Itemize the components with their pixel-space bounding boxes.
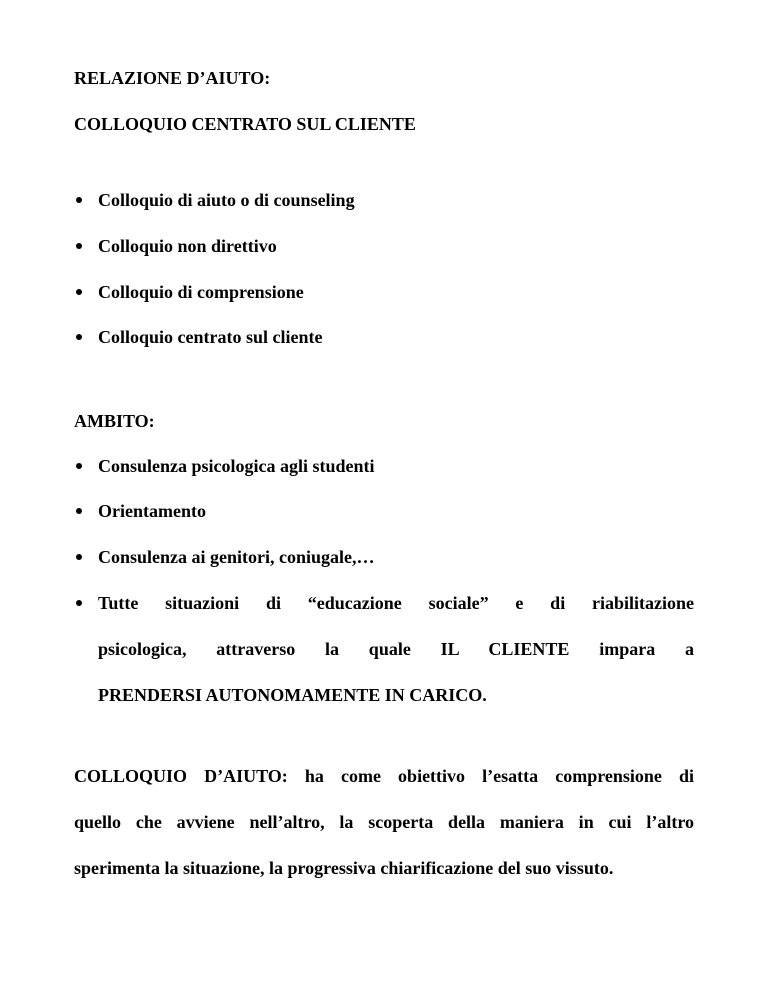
bullet-icon	[76, 508, 82, 514]
list-item-text: Colloquio di comprensione	[98, 282, 304, 302]
list-item-text: Orientamento	[98, 501, 206, 521]
list-item-text: Consulenza psicologica agli studenti	[98, 456, 375, 476]
ambito-last-item-line-2: psicologica, attraverso la quale IL CLIENTE impara a	[98, 639, 694, 659]
bullet-icon	[76, 554, 82, 560]
bullet-icon	[76, 197, 82, 203]
ambito-last-item-line-1: Tutte situazioni di “educazione sociale” e di riabilitazione	[98, 593, 694, 613]
list-item	[74, 546, 375, 592]
definition-line-1: COLLOQUIO D’AIUTO: ha come obiettivo l’esatta comprensione di	[74, 766, 694, 786]
bullet-icon	[76, 334, 82, 340]
list-item-text: Colloquio non direttivo	[98, 236, 277, 256]
list-item-text: Colloquio di aiuto o di counseling	[98, 190, 355, 210]
definition-line-2: quello che avviene nell’altro, la scoperta della maniera in cui l’altro	[74, 812, 694, 832]
list-item	[74, 326, 355, 348]
title-line-1: RELAZIONE D’AIUTO:	[74, 68, 271, 88]
list-item-text: Consulenza ai genitori, coniugale,…	[98, 547, 375, 567]
ambito-heading: AMBITO:	[74, 411, 155, 431]
list-item	[74, 235, 355, 281]
list-item-text: Colloquio centrato sul cliente	[98, 327, 323, 347]
list-item	[74, 455, 375, 500]
bullet-icon	[76, 600, 82, 606]
ambito-list	[74, 455, 375, 614]
list-item	[74, 281, 355, 326]
list-item	[74, 500, 375, 546]
title-line-2: COLLOQUIO CENTRATO SUL CLIENTE	[74, 114, 416, 134]
bullet-icon	[76, 463, 82, 469]
list-item	[74, 189, 355, 235]
colloquio-types-list	[74, 189, 355, 348]
definition-line-3: sperimenta la situazione, la progressiva chiarificazione del suo vissuto.	[74, 858, 614, 878]
ambito-last-item-line-3: PRENDERSI AUTONOMAMENTE IN CARICO.	[98, 685, 487, 705]
bullet-icon	[76, 243, 82, 249]
bullet-icon	[76, 289, 82, 295]
